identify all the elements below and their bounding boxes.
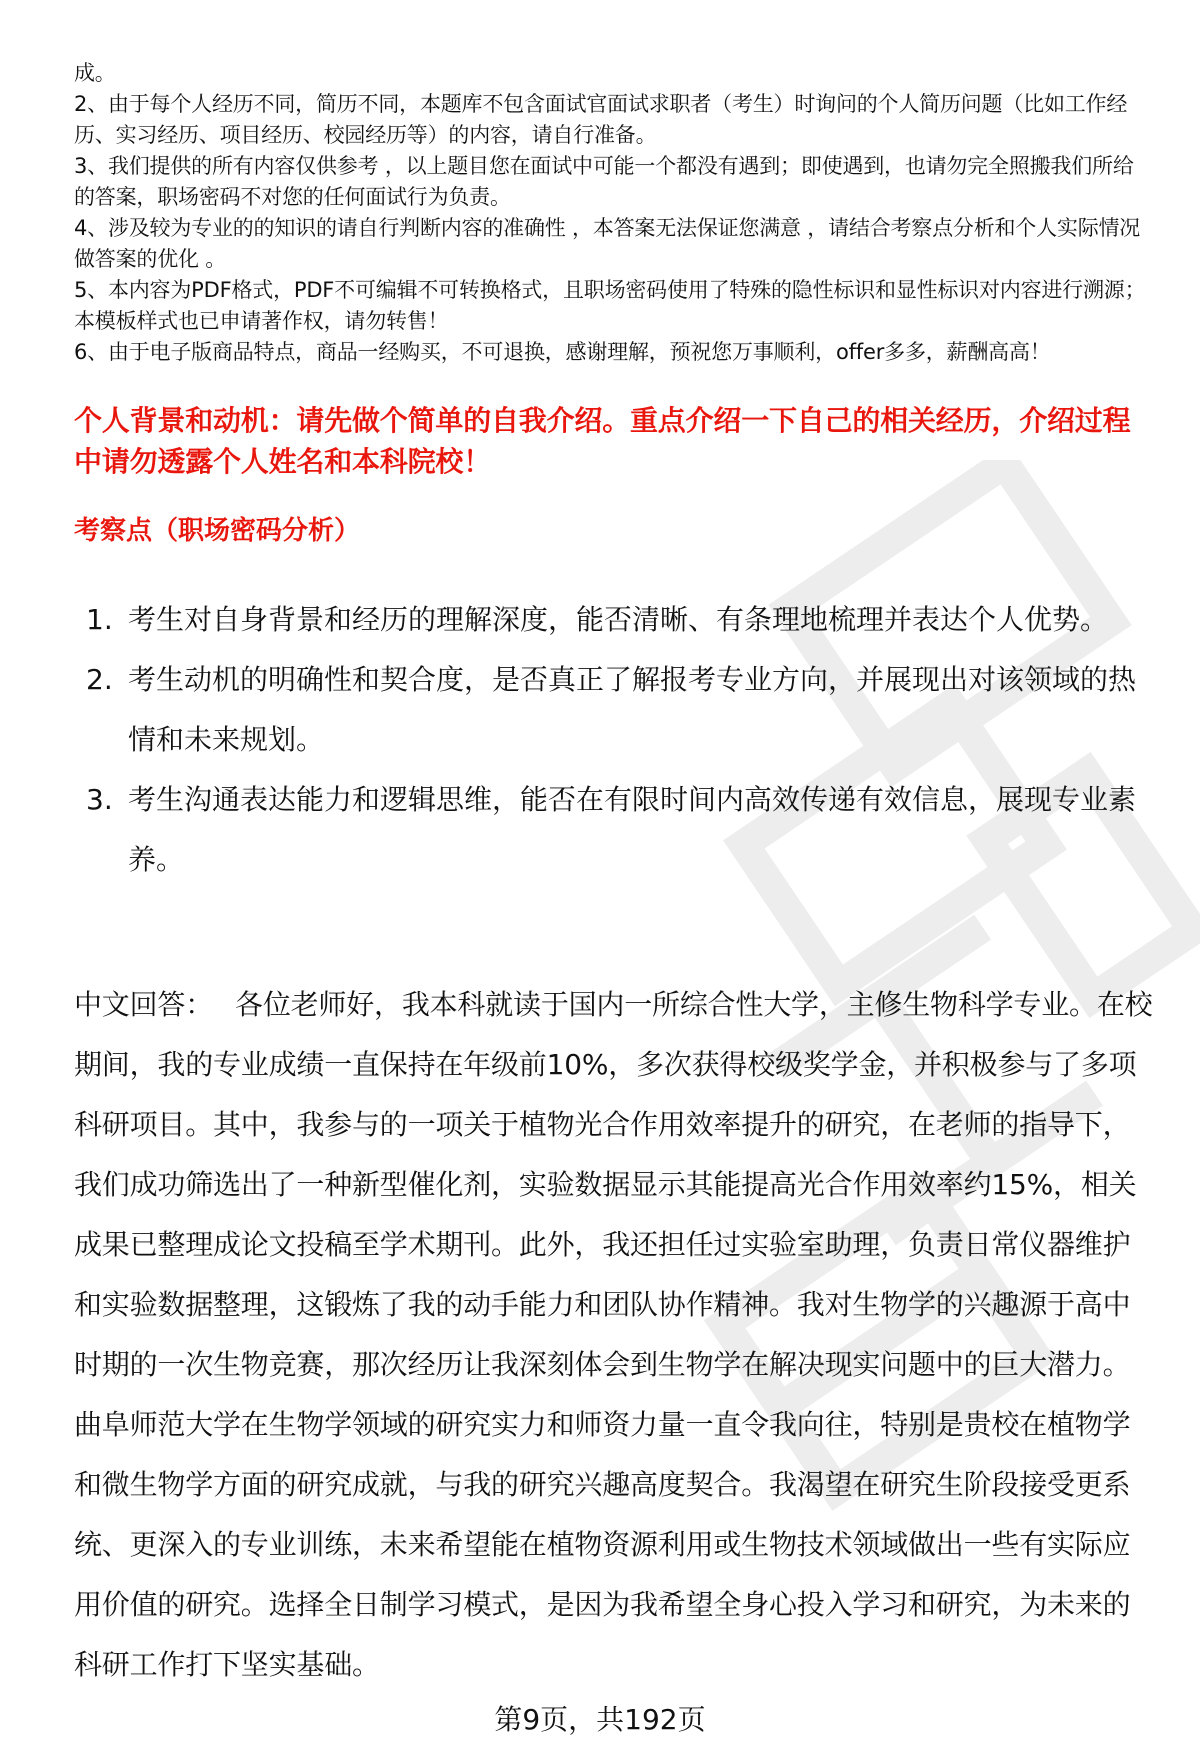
point-text: 考生动机的明确性和契合度，是否真正了解报考专业方向，并展现出对该领域的热情和未来规划。	[128, 663, 1137, 756]
note-line: 6、由于电子版商品特点，商品一经购买，不可退换，感谢理解，预祝您万事顺利，offer多多，薪酬高高！	[74, 340, 1051, 364]
analysis-point	[74, 650, 1154, 770]
point-number: 3.	[86, 783, 113, 816]
analysis-points	[74, 590, 1154, 890]
analysis-point	[74, 770, 1154, 890]
point-number: 1.	[86, 603, 113, 636]
note-line: 2、由于每个人经历不同，简历不同，本题库不包含面试官面试求职者（考生）时询问的个人简历问题（比如工作经历、实习经历、项目经历、校园经历等）的内容，请自行准备。	[74, 92, 1128, 147]
point-text: 考生对自身背景和经历的理解深度，能否清晰、有条理地梳理并表达个人优势。	[128, 603, 1109, 636]
answer-label: 中文回答：	[74, 988, 214, 1021]
analysis-title: 考察点（职场密码分析）	[74, 516, 361, 546]
note-line: 成。	[74, 61, 116, 85]
question-heading: 个人背景和动机：请先做个简单的自我介绍。重点介绍一下自己的相关经历，介绍过程中请勿透露个人姓名和本科院校！	[74, 404, 1131, 478]
page-number-footer: 第9页，共192页	[494, 1703, 706, 1736]
note-line: 4、涉及较为专业的的知识的请自行判断内容的准确性 ，本答案无法保证您满意 ，请结合考察点分析和个人实际情况做答案的优化 。	[74, 216, 1141, 271]
point-text: 考生沟通表达能力和逻辑思维，能否在有限时间内高效传递有效信息，展现专业素养。	[128, 783, 1137, 876]
point-number: 2.	[86, 663, 113, 696]
answer-text: 各位老师好，我本科就读于国内一所综合性大学，主修生物科学专业。在校期间，我的专业成绩一直保持在年级前10%，多次获得校级奖学金，并积极参与了多项科研项目。其中，我参与的一项关于植物光合作用效率提升的研究，在老师的指导下，我们成功筛选出了一种新型催化剂，实验数据显示其能提高光合作用效率约15%，相关成果已整理成论文投稿至学术期刊。此外，我还担任过实验室助理，负责日常仪器维护和实验数据整理，这锻炼了我的动手能力和团队协作精神。我对生物学的兴趣源于高中时期的一次生物竞赛，那次经历让我深刻体会到生物学在解决现实问题中的巨大潜力。曲阜师范大学在生物学领域的研究实力和师资力量一直令我向往，特别是贵校在植物学和微生物学方面的研究成就，与我的研究兴趣高度契合。我渴望在研究生阶段接受更系统、更深入的专业训练，未来希望能在植物资源利用或生物技术领域做出一些有实际应用价值的研究。选择全日制学习模式，是因为我希望全身心投入学习和研究，为未来的科研工作打下坚实基础。	[74, 988, 1153, 1681]
note-line: 5、本内容为PDF格式，PDF不可编辑不可转换格式，且职场密码使用了特殊的隐性标识和显性标识对内容进行溯源；本模板样式也已申请著作权，请勿转售！	[74, 278, 1146, 333]
disclaimer-notes	[74, 58, 1154, 368]
answer-paragraph	[74, 975, 1154, 1695]
note-line: 3、我们提供的所有内容仅供参考 ，以上题目您在面试中可能一个都没有遇到；即使遇到，也请勿完全照搬我们所给的答案，职场密码不对您的任何面试行为负责。	[74, 154, 1134, 209]
analysis-point	[74, 590, 1154, 650]
